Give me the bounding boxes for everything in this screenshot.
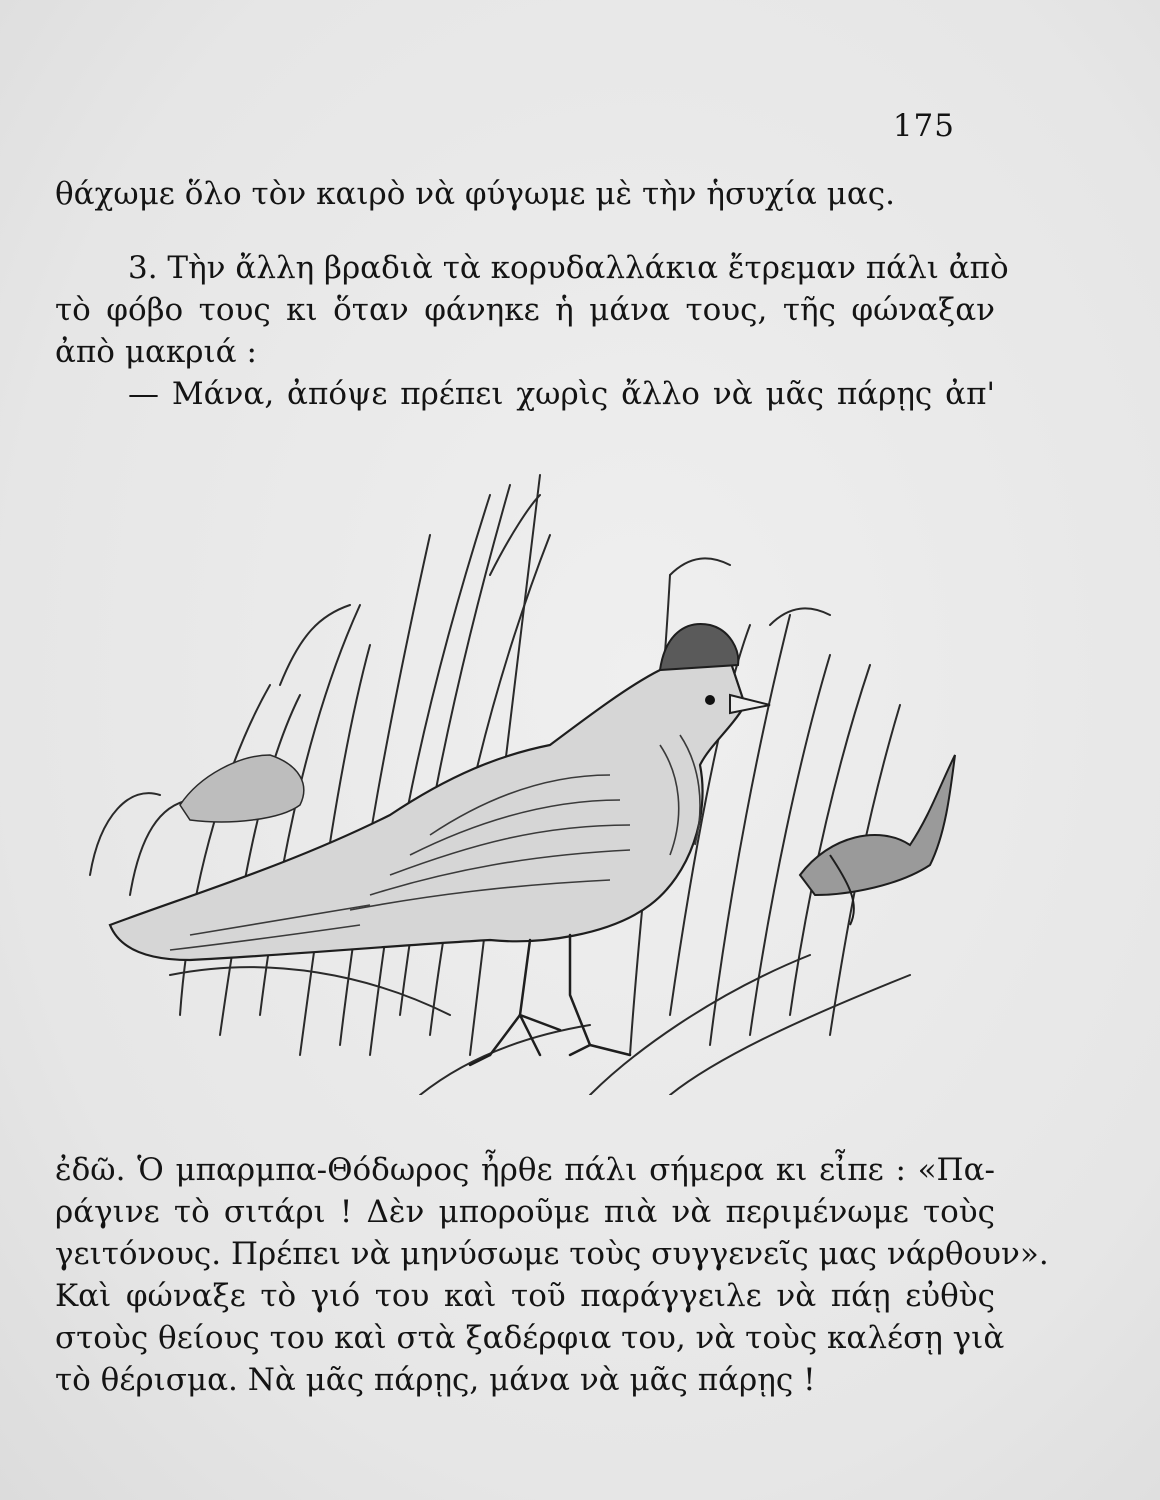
lark-illustration bbox=[70, 455, 990, 1095]
para3-line-2: τὸ φόβο τους κι ὅταν φάνηκε ἡ μάνα τους, τῆς φώναξαν bbox=[55, 292, 995, 328]
para-after-line-3: γειτόνους. Πρέπει νὰ μηνύσωμε τοὺς συγγενεῖς μας νάρθουν». bbox=[55, 1236, 1049, 1272]
text-line-top: θάχωμε ὅλο τὸν καιρὸ νὰ φύγωμε μὲ τὴν ἡσυχία μας. bbox=[55, 176, 895, 212]
para-after-line-4: Καὶ φώναξε τὸ γιό του καὶ τοῦ παράγγειλε νὰ πάῃ εὐθὺς bbox=[55, 1278, 995, 1314]
para-after-line-5: στοὺς θείους του καὶ στὰ ξαδέρφια του, νὰ τοὺς καλέσῃ γιὰ bbox=[55, 1320, 1005, 1356]
para3-line-4: — Μάνα, ἀπόψε πρέπει χωρὶς ἄλλο νὰ μᾶς πάρῃς ἀπ' bbox=[128, 376, 995, 412]
para-after-line-2: ράγινε τὸ σιτάρι ! Δὲν μποροῦμε πιὰ νὰ περιμένωμε τοὺς bbox=[55, 1194, 995, 1230]
para3-line-1: 3. Τὴν ἄλλη βραδιὰ τὰ κορυδαλλάκια ἔτρεμαν πάλι ἀπὸ bbox=[128, 250, 1009, 286]
para3-line-3: ἀπὸ μακριά : bbox=[55, 334, 257, 370]
para-after-line-6: τὸ θέρισμα. Νὰ μᾶς πάρῃς, μάνα νὰ μᾶς πάρῃς ! bbox=[55, 1362, 816, 1398]
page-number: 175 bbox=[892, 108, 955, 144]
para-after-line-1: ἐδῶ. Ὁ μπαρμπα-Θόδωρος ἦρθε πάλι σήμερα κι εἶπε : «Πα- bbox=[55, 1152, 995, 1188]
